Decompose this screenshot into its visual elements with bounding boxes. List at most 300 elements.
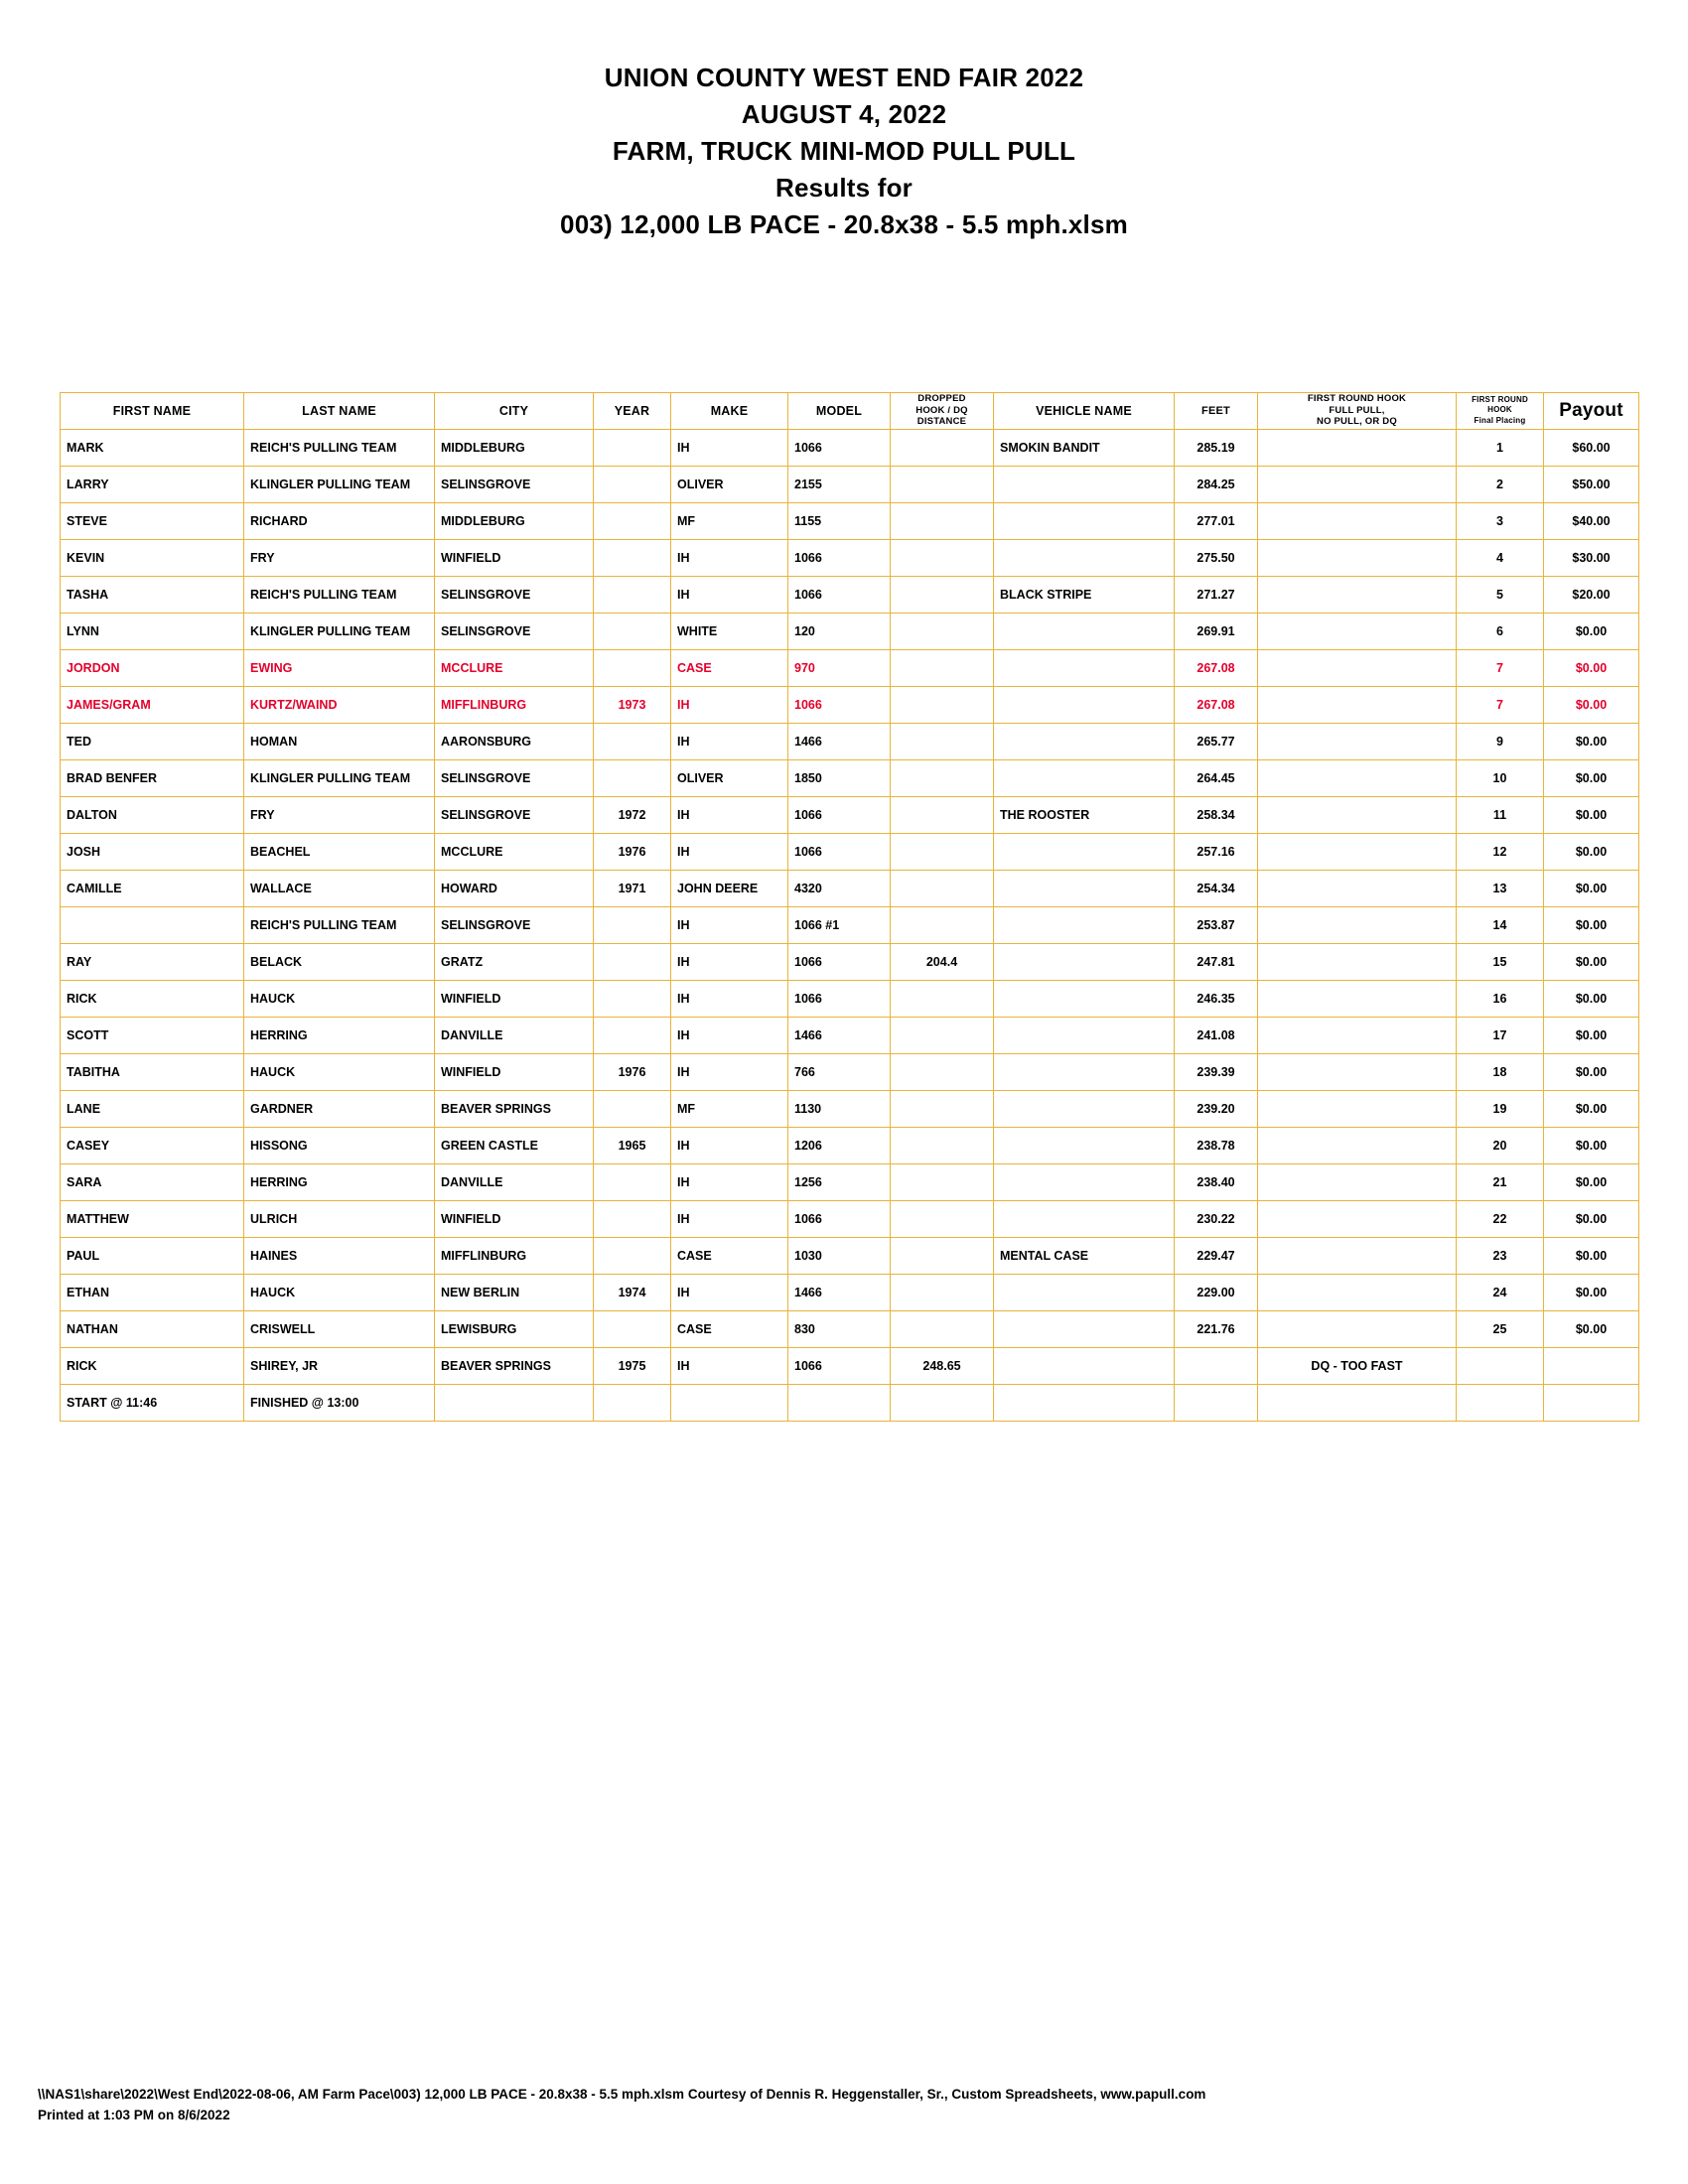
cell-make: IH [671,1053,788,1090]
cell-vehicle-name [994,1017,1175,1053]
cell-make: WHITE [671,613,788,649]
cell-payout: $0.00 [1544,1237,1639,1274]
col-first-round-hook-result [1258,392,1457,429]
col-first-name: FIRST NAME [61,392,244,429]
cell-feet: 271.27 [1175,576,1258,613]
cell-model: 4320 [788,870,891,906]
cell-feet: 269.91 [1175,613,1258,649]
cell-payout: $0.00 [1544,833,1639,870]
cell-year [594,1090,671,1127]
cell-feet: 238.78 [1175,1127,1258,1163]
cell-first-round-hook-result [1258,1310,1457,1347]
cell-year [594,429,671,466]
cell-first-name: LARRY [61,466,244,502]
cell-model [788,1384,891,1421]
cell-first-name: CAMILLE [61,870,244,906]
table-row [61,1237,1639,1274]
cell-year [594,1017,671,1053]
cell-city: SELINSGROVE [435,796,594,833]
cell-make: IH [671,980,788,1017]
cell-first-round-hook-result [1258,539,1457,576]
table-row [61,1384,1639,1421]
col-first-round-hook-final-placing [1457,392,1544,429]
cell-model: 1466 [788,1017,891,1053]
cell-make: IH [671,906,788,943]
cell-vehicle-name [994,1384,1175,1421]
cell-dropped-distance [891,723,994,759]
cell-last-name: FRY [244,796,435,833]
cell-model: 1206 [788,1127,891,1163]
cell-dropped-distance [891,576,994,613]
cell-vehicle-name [994,686,1175,723]
cell-payout: $0.00 [1544,906,1639,943]
cell-first-name: LYNN [61,613,244,649]
cell-vehicle-name [994,1053,1175,1090]
cell-model: 1850 [788,759,891,796]
cell-final-placing: 7 [1457,686,1544,723]
cell-year: 1971 [594,870,671,906]
cell-year: 1965 [594,1127,671,1163]
cell-payout: $0.00 [1544,723,1639,759]
cell-model: 1256 [788,1163,891,1200]
cell-model: 1466 [788,1274,891,1310]
cell-year [594,759,671,796]
cell-vehicle-name [994,613,1175,649]
cell-first-round-hook-result [1258,723,1457,759]
cell-payout: $0.00 [1544,796,1639,833]
cell-first-name: RICK [61,980,244,1017]
cell-year [594,539,671,576]
cell-make: JOHN DEERE [671,870,788,906]
cell-make: IH [671,1274,788,1310]
cell-feet: 277.01 [1175,502,1258,539]
cell-dropped-distance: 248.65 [891,1347,994,1384]
cell-first-name: STEVE [61,502,244,539]
cell-feet: 267.08 [1175,686,1258,723]
cell-city [435,1384,594,1421]
cell-vehicle-name [994,1200,1175,1237]
cell-make: IH [671,723,788,759]
cell-vehicle-name [994,1163,1175,1200]
table-row [61,613,1639,649]
cell-feet: 247.81 [1175,943,1258,980]
cell-first-round-hook-result [1258,649,1457,686]
table-row [61,1274,1639,1310]
cell-feet: 285.19 [1175,429,1258,466]
cell-final-placing: 19 [1457,1090,1544,1127]
cell-first-name: CASEY [61,1127,244,1163]
cell-first-name: TABITHA [61,1053,244,1090]
cell-payout: $0.00 [1544,1163,1639,1200]
cell-payout: $0.00 [1544,1274,1639,1310]
cell-make: MF [671,1090,788,1127]
cell-make: IH [671,686,788,723]
cell-city: SELINSGROVE [435,613,594,649]
cell-final-placing: 15 [1457,943,1544,980]
cell-payout: $0.00 [1544,1200,1639,1237]
cell-first-round-hook-result [1258,906,1457,943]
cell-first-name: MATTHEW [61,1200,244,1237]
cell-last-name: HERRING [244,1017,435,1053]
cell-dropped-distance [891,759,994,796]
cell-first-round-hook-result [1258,759,1457,796]
col-vehicle-name: VEHICLE NAME [994,392,1175,429]
cell-payout: $0.00 [1544,686,1639,723]
cell-first-name: RAY [61,943,244,980]
cell-final-placing: 22 [1457,1200,1544,1237]
title-line-4: Results for [774,172,913,203]
cell-final-placing [1457,1384,1544,1421]
cell-make: IH [671,796,788,833]
cell-make: OLIVER [671,466,788,502]
table-row [61,833,1639,870]
cell-feet: 241.08 [1175,1017,1258,1053]
table-row [61,429,1639,466]
cell-feet: 254.34 [1175,870,1258,906]
cell-year [594,1310,671,1347]
cell-year: 1972 [594,796,671,833]
cell-payout: $0.00 [1544,1017,1639,1053]
cell-feet: 239.20 [1175,1090,1258,1127]
cell-first-round-hook-result [1258,833,1457,870]
cell-city: MIFFLINBURG [435,1237,594,1274]
cell-make: IH [671,1127,788,1163]
cell-last-name: SHIREY, JR [244,1347,435,1384]
cell-dropped-distance [891,502,994,539]
cell-first-round-hook-result [1258,576,1457,613]
col-year: YEAR [594,392,671,429]
cell-year: 1976 [594,1053,671,1090]
cell-first-name: JOSH [61,833,244,870]
cell-vehicle-name [994,759,1175,796]
cell-final-placing: 5 [1457,576,1544,613]
title-line-2: AUGUST 4, 2022 [741,98,947,129]
cell-make: IH [671,1347,788,1384]
cell-final-placing: 3 [1457,502,1544,539]
cell-first-name: JORDON [61,649,244,686]
cell-dropped-distance [891,539,994,576]
cell-feet: 258.34 [1175,796,1258,833]
cell-last-name: FINISHED @ 13:00 [244,1384,435,1421]
table-row [61,1017,1639,1053]
cell-last-name: KLINGLER PULLING TEAM [244,613,435,649]
cell-last-name: KLINGLER PULLING TEAM [244,759,435,796]
cell-final-placing [1457,1347,1544,1384]
cell-dropped-distance [891,429,994,466]
cell-payout: $0.00 [1544,1310,1639,1347]
cell-feet: 275.50 [1175,539,1258,576]
cell-vehicle-name [994,723,1175,759]
cell-last-name: ULRICH [244,1200,435,1237]
document-title-block [60,60,1628,243]
col-dropped-hook-dq-distance [891,392,994,429]
cell-feet: 284.25 [1175,466,1258,502]
cell-year [594,1237,671,1274]
cell-city: HOWARD [435,870,594,906]
cell-model: 1066 [788,686,891,723]
cell-first-round-hook-result [1258,429,1457,466]
cell-payout: $60.00 [1544,429,1639,466]
table-row [61,1310,1639,1347]
cell-vehicle-name [994,539,1175,576]
table-row [61,1090,1639,1127]
cell-city: MCCLURE [435,833,594,870]
table-row [61,943,1639,980]
cell-vehicle-name [994,833,1175,870]
cell-dropped-distance [891,1310,994,1347]
col-first-hook-line-1: FIRST ROUND HOOK [1307,392,1407,404]
cell-feet: 239.39 [1175,1053,1258,1090]
cell-year: 1975 [594,1347,671,1384]
cell-city: GRATZ [435,943,594,980]
col-model: MODEL [788,392,891,429]
table-row [61,502,1639,539]
cell-city: MCCLURE [435,649,594,686]
cell-dropped-distance: 204.4 [891,943,994,980]
cell-year [594,466,671,502]
cell-vehicle-name [994,649,1175,686]
cell-last-name: CRISWELL [244,1310,435,1347]
cell-dropped-distance [891,1090,994,1127]
cell-payout: $0.00 [1544,980,1639,1017]
col-placing-line-2: HOOK [1487,405,1512,415]
col-dropped-line-3: DISTANCE [916,416,967,428]
cell-last-name: HAINES [244,1237,435,1274]
cell-vehicle-name: MENTAL CASE [994,1237,1175,1274]
cell-dropped-distance [891,1384,994,1421]
cell-dropped-distance [891,1237,994,1274]
cell-vehicle-name [994,1090,1175,1127]
cell-city: WINFIELD [435,1200,594,1237]
cell-first-round-hook-result [1258,502,1457,539]
cell-last-name: HERRING [244,1163,435,1200]
cell-feet: 246.35 [1175,980,1258,1017]
col-placing-line-3: Final Placing [1474,415,1526,425]
cell-first-round-hook-result [1258,466,1457,502]
cell-last-name: HISSONG [244,1127,435,1163]
cell-first-round-hook-result [1258,796,1457,833]
cell-final-placing: 1 [1457,429,1544,466]
cell-city: DANVILLE [435,1163,594,1200]
cell-payout [1544,1384,1639,1421]
cell-first-round-hook-result [1258,1200,1457,1237]
cell-dropped-distance [891,980,994,1017]
cell-city: WINFIELD [435,1053,594,1090]
cell-model: 1066 [788,1200,891,1237]
cell-first-round-hook-result [1258,1163,1457,1200]
table-row [61,796,1639,833]
cell-make: IH [671,943,788,980]
cell-vehicle-name: SMOKIN BANDIT [994,429,1175,466]
cell-first-name: TED [61,723,244,759]
cell-year: 1974 [594,1274,671,1310]
cell-last-name: EWING [244,649,435,686]
results-table [60,392,1639,1422]
table-row [61,723,1639,759]
cell-dropped-distance [891,686,994,723]
cell-dropped-distance [891,796,994,833]
cell-make: OLIVER [671,759,788,796]
cell-first-round-hook-result [1258,686,1457,723]
cell-final-placing: 23 [1457,1237,1544,1274]
cell-final-placing: 4 [1457,539,1544,576]
cell-final-placing: 21 [1457,1163,1544,1200]
document-footer [38,2084,1205,2126]
cell-payout: $0.00 [1544,1127,1639,1163]
cell-vehicle-name [994,466,1175,502]
cell-payout: $20.00 [1544,576,1639,613]
cell-year [594,502,671,539]
cell-city: SELINSGROVE [435,466,594,502]
title-table-spacer [60,243,1628,392]
col-payout: Payout [1544,392,1639,429]
cell-last-name: KURTZ/WAIND [244,686,435,723]
cell-make: IH [671,429,788,466]
cell-first-name: SCOTT [61,1017,244,1053]
cell-city: MIFFLINBURG [435,686,594,723]
cell-feet: 257.16 [1175,833,1258,870]
cell-dropped-distance [891,1163,994,1200]
cell-final-placing: 17 [1457,1017,1544,1053]
cell-first-round-hook-result [1258,1053,1457,1090]
table-row [61,980,1639,1017]
title-line-5: 003) 12,000 LB PACE - 20.8x38 - 5.5 mph.xlsm [560,208,1128,239]
cell-payout: $0.00 [1544,649,1639,686]
cell-first-round-hook-result [1258,1127,1457,1163]
cell-payout: $0.00 [1544,1053,1639,1090]
cell-year [594,1200,671,1237]
cell-final-placing: 6 [1457,613,1544,649]
cell-city: MIDDLEBURG [435,429,594,466]
cell-model: 1066 #1 [788,906,891,943]
cell-first-name: NATHAN [61,1310,244,1347]
cell-year: 1973 [594,686,671,723]
cell-city: SELINSGROVE [435,906,594,943]
table-row [61,1200,1639,1237]
cell-feet: 221.76 [1175,1310,1258,1347]
cell-final-placing: 7 [1457,649,1544,686]
cell-final-placing: 10 [1457,759,1544,796]
cell-feet: 229.47 [1175,1237,1258,1274]
cell-feet [1175,1347,1258,1384]
cell-model: 1155 [788,502,891,539]
cell-year [594,1163,671,1200]
table-row [61,906,1639,943]
cell-last-name: REICH'S PULLING TEAM [244,906,435,943]
header-row [61,392,1639,429]
cell-payout: $40.00 [1544,502,1639,539]
cell-dropped-distance [891,649,994,686]
cell-feet: 230.22 [1175,1200,1258,1237]
cell-dropped-distance [891,906,994,943]
cell-last-name: HAUCK [244,980,435,1017]
table-row [61,870,1639,906]
cell-model: 1130 [788,1090,891,1127]
cell-vehicle-name: THE ROOSTER [994,796,1175,833]
cell-first-name: BRAD BENFER [61,759,244,796]
cell-first-round-hook-result [1258,943,1457,980]
cell-first-round-hook-result [1258,870,1457,906]
cell-first-name: PAUL [61,1237,244,1274]
table-row [61,1347,1639,1384]
cell-first-name: LANE [61,1090,244,1127]
col-feet: FEET [1175,392,1258,429]
cell-vehicle-name [994,1347,1175,1384]
cell-last-name: KLINGLER PULLING TEAM [244,466,435,502]
cell-first-name: TASHA [61,576,244,613]
cell-dropped-distance [891,1274,994,1310]
cell-first-name: KEVIN [61,539,244,576]
table-row [61,1053,1639,1090]
table-row [61,539,1639,576]
cell-feet: 253.87 [1175,906,1258,943]
cell-last-name: HAUCK [244,1053,435,1090]
cell-first-name: MARK [61,429,244,466]
cell-make: IH [671,1017,788,1053]
cell-feet: 265.77 [1175,723,1258,759]
title-line-3: FARM, TRUCK MINI-MOD PULL PULL [612,135,1076,166]
cell-year [594,613,671,649]
cell-dropped-distance [891,1017,994,1053]
cell-final-placing: 11 [1457,796,1544,833]
cell-model: 1030 [788,1237,891,1274]
cell-year [594,943,671,980]
cell-vehicle-name [994,1127,1175,1163]
cell-make: IH [671,539,788,576]
table-row [61,686,1639,723]
cell-first-name: DALTON [61,796,244,833]
cell-city: MIDDLEBURG [435,502,594,539]
cell-final-placing: 12 [1457,833,1544,870]
cell-year [594,906,671,943]
cell-last-name: BELACK [244,943,435,980]
cell-model: 1066 [788,943,891,980]
cell-feet: 267.08 [1175,649,1258,686]
cell-model: 1066 [788,1347,891,1384]
cell-vehicle-name [994,906,1175,943]
cell-model: 1066 [788,980,891,1017]
cell-first-round-hook-result [1258,1017,1457,1053]
cell-vehicle-name [994,870,1175,906]
cell-vehicle-name [994,943,1175,980]
cell-payout: $30.00 [1544,539,1639,576]
cell-city: AARONSBURG [435,723,594,759]
cell-final-placing: 24 [1457,1274,1544,1310]
col-first-hook-line-2: FULL PULL, [1329,404,1385,416]
cell-make: IH [671,576,788,613]
cell-final-placing: 14 [1457,906,1544,943]
cell-model: 1066 [788,576,891,613]
cell-dropped-distance [891,1200,994,1237]
cell-year [594,649,671,686]
cell-first-name: RICK [61,1347,244,1384]
cell-make: CASE [671,649,788,686]
title-line-1: UNION COUNTY WEST END FAIR 2022 [604,63,1084,92]
results-table-body [61,429,1639,1421]
cell-feet: 229.00 [1175,1274,1258,1310]
cell-final-placing: 2 [1457,466,1544,502]
cell-model: 1066 [788,539,891,576]
cell-dropped-distance [891,466,994,502]
cell-model: 830 [788,1310,891,1347]
cell-first-round-hook-result [1258,613,1457,649]
cell-model: 1066 [788,429,891,466]
table-row [61,1163,1639,1200]
cell-first-name: ETHAN [61,1274,244,1310]
cell-feet: 238.40 [1175,1163,1258,1200]
cell-model: 120 [788,613,891,649]
cell-last-name: FRY [244,539,435,576]
